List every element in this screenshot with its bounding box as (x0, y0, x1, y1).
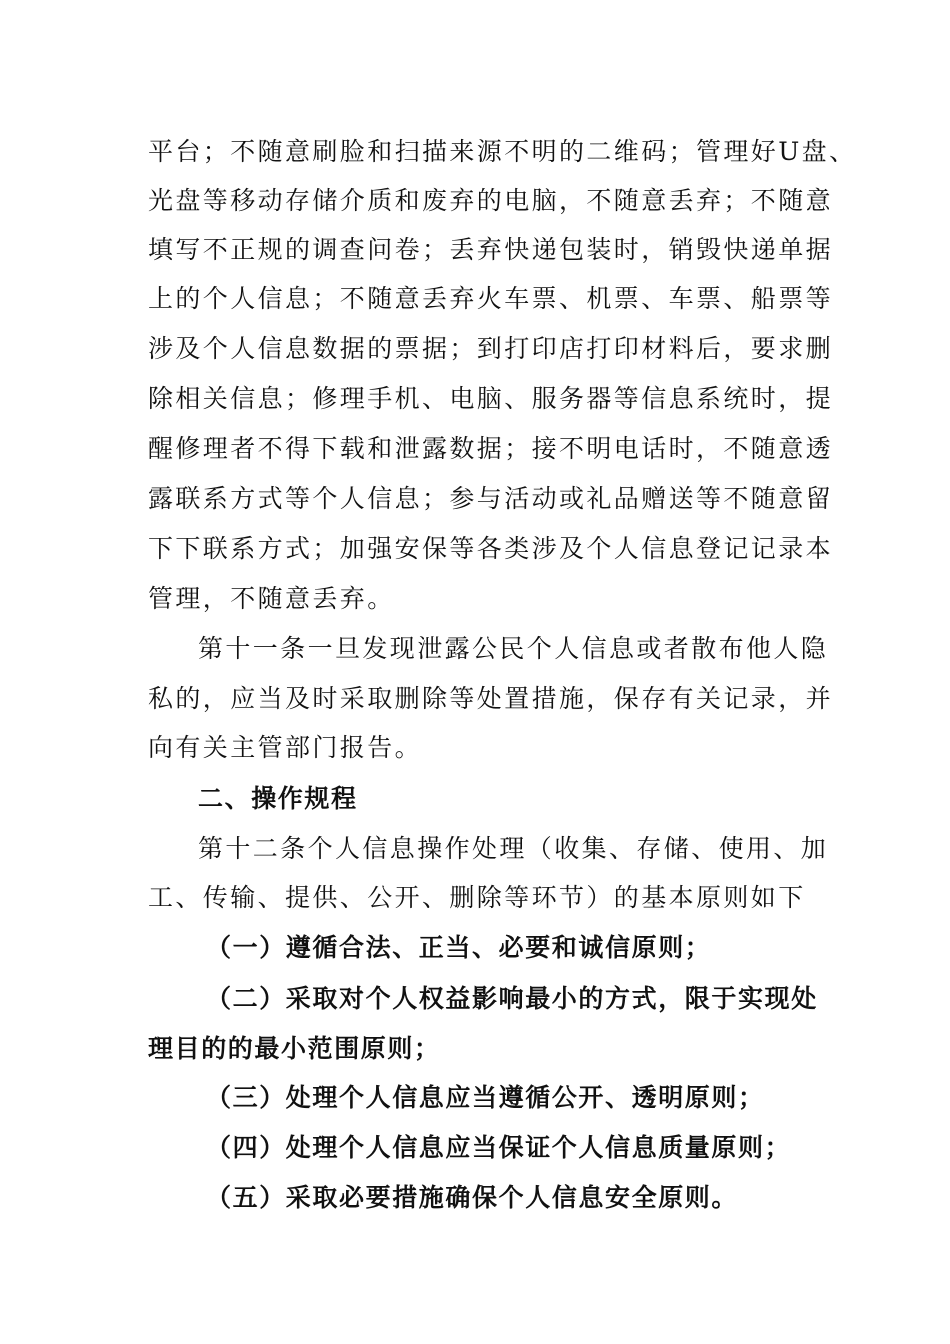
body-text-line: 醒修理者不得下载和泄露数据；接不明电话时，不随意透 (148, 434, 834, 463)
principle-item-2: （二）采取对个人权益影响最小的方式，限于实现处 (206, 984, 818, 1013)
body-text-line: 除相关信息；修理手机、电脑、服务器等信息系统时，提 (148, 384, 834, 413)
body-text-line: 露联系方式等个人信息；参与活动或礼品赠送等不随意留 (148, 484, 834, 513)
body-text-line: 光盘等移动存储介质和废弃的电脑，不随意丢弃；不随意 (148, 186, 834, 215)
body-text-line: 向有关主管部门报告。 (148, 733, 423, 762)
body-text-line: 涉及个人信息数据的票据；到打印店打印材料后，要求删 (148, 334, 834, 363)
principle-item-1: （一）遵循合法、正当、必要和诚信原则； (206, 933, 712, 962)
article-12-paragraph: 第十二条个人信息操作处理（收集、存储、使用、加 (198, 834, 829, 863)
principle-item-2-continued: 理目的的最小范围原则； (148, 1034, 441, 1063)
body-text-line: 私的，应当及时采取删除等处置措施，保存有关记录，并 (148, 684, 834, 713)
principle-item-4: （四）处理个人信息应当保证个人信息质量原则； (206, 1133, 792, 1162)
article-11-paragraph: 第十一条一旦发现泄露公民个人信息或者散布他人隐 (198, 634, 829, 663)
principle-item-3: （三）处理个人信息应当遵循公开、透明原则； (206, 1083, 765, 1112)
body-text-line: 上的个人信息；不随意丢弃火车票、机票、车票、船票等 (148, 284, 834, 313)
body-text-line: 下下联系方式；加强安保等各类涉及个人信息登记记录本 (148, 534, 834, 563)
body-text-line: 平台；不随意刷脸和扫描来源不明的二维码；管理好U盘、 (148, 137, 857, 166)
body-text-line: 工、传输、提供、公开、删除等环节）的基本原则如下 (148, 883, 806, 912)
body-text-line: 填写不正规的调查问卷；丢弃快递包装时，销毁快递单据 (148, 235, 834, 264)
principle-item-5: （五）采取必要措施确保个人信息安全原则。 (206, 1183, 739, 1212)
section-heading: 二、操作规程 (198, 784, 358, 813)
body-text-line: 管理，不随意丢弃。 (148, 584, 395, 613)
